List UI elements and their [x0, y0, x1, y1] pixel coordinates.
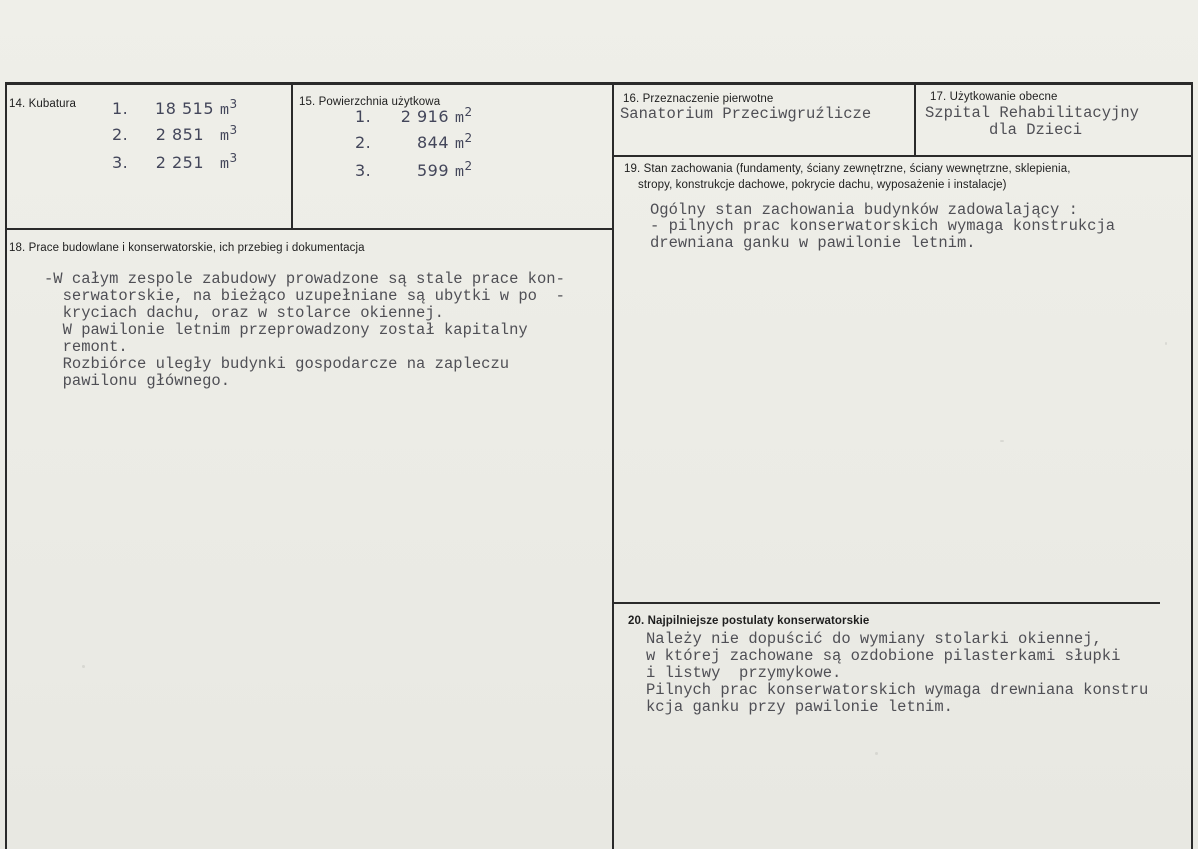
field-18-line: serwatorskie, na bieżąco uzupełniane są ubytki w po -	[44, 287, 565, 305]
field-19-line: drewniana ganku w pawilonie letnim.	[650, 234, 976, 252]
entry-value: 18 515	[155, 99, 214, 118]
field-18-label: 18. Prace budowlane i konserwatorskie, ich przebieg i dokumentacja	[9, 242, 365, 254]
field-18-line: Rozbiórce uległy budynki gospodarcze na zapleczu	[44, 355, 510, 373]
field-14-entry-2	[112, 125, 238, 146]
entry-value: 844	[416, 133, 449, 152]
entry-number: 1.	[112, 99, 129, 118]
paper-speck	[1165, 342, 1167, 345]
field-14-label: 14. Kubatura	[9, 98, 77, 110]
entry-unit: m	[455, 164, 465, 181]
field-19-line: - pilnych prac konserwatorskich wymaga konstrukcja	[650, 217, 1116, 235]
entry-exponent: 2	[464, 105, 473, 119]
field-20-label-text: 20. Najpilniejsze postulaty konserwatorskie	[628, 615, 870, 627]
entry-number: 3.	[112, 153, 129, 172]
field-20-line: Pilnych prac konserwatorskich wymaga drewniana konstru	[646, 681, 1149, 699]
paper-speck	[875, 752, 878, 755]
top-rule	[5, 82, 1192, 85]
entry-exponent: 3	[229, 123, 238, 137]
right-border	[1191, 82, 1193, 849]
entry-unit: m	[220, 156, 230, 173]
field-20-label	[628, 615, 869, 627]
main-vertical-divider	[612, 84, 614, 849]
field-20-line: i listwy przymykowe.	[646, 664, 842, 682]
paper-speck	[82, 665, 85, 668]
field-17-line-2: dla Dzieci	[989, 121, 1083, 139]
entry-value: 2 851	[155, 125, 204, 144]
field-18-line: -W całym zespole zabudowy prowadzone są stale prace kon-	[44, 270, 565, 288]
field-16-value: Sanatorium Przeciwgruźlicze	[620, 105, 872, 123]
entry-value: 599	[416, 161, 449, 180]
entry-unit: m	[455, 136, 465, 153]
field-18-line: remont.	[44, 338, 128, 356]
field-20-line: w której zachowane są ozdobione pilasterkami słupki	[646, 647, 1121, 665]
field-14-entry-3	[112, 153, 238, 174]
field-20-line: Należy nie dopuścić do wymiany stolarki okiennej,	[646, 630, 1102, 648]
entry-number: 3.	[355, 161, 372, 180]
divider-14-15	[291, 84, 293, 230]
field-19-label-line-1: 19. Stan zachowania (fundamenty, ściany zewnętrzne, ściany wewnętrzne, sklepienia,	[624, 163, 1071, 175]
field-16-label: 16. Przeznaczenie pierwotne	[623, 93, 774, 105]
entry-number: 1.	[355, 107, 372, 126]
field-15-label: 15. Powierzchnia użytkowa	[299, 96, 441, 108]
field-15-entry-2	[355, 133, 473, 154]
entry-unit: m	[455, 110, 465, 127]
entry-value: 2 916	[400, 107, 449, 126]
field-15-entry-3	[355, 161, 473, 182]
entry-number: 2.	[355, 133, 372, 152]
field-18-line: kryciach dachu, oraz w stolarce okiennej.	[44, 304, 444, 322]
field-14-entry-1	[112, 99, 238, 120]
rule-under-16-17	[612, 155, 1193, 157]
field-18-line: pawilonu głównego.	[44, 372, 231, 390]
entry-number: 2.	[112, 125, 129, 144]
entry-exponent: 2	[464, 131, 473, 145]
rule-under-14-15	[5, 228, 614, 230]
field-19-label-line-2: stropy, konstrukcje dachowe, pokrycie dachu, wyposażenie i instalacje)	[638, 179, 1007, 191]
field-18-line: W pawilonie letnim przeprowadzony został kapitalny	[44, 321, 528, 339]
entry-exponent: 3	[229, 97, 238, 111]
entry-exponent: 2	[464, 159, 473, 173]
entry-unit: m	[220, 102, 230, 119]
field-15-entry-1	[355, 107, 473, 128]
field-19-line: Ogólny stan zachowania budynków zadowalający :	[650, 201, 1078, 219]
entry-exponent: 3	[229, 151, 238, 165]
field-17-line-1: Szpital Rehabilitacyjny	[925, 104, 1139, 122]
paper-speck	[1000, 440, 1004, 442]
field-20-line: kcja ganku przy pawilonie letnim.	[646, 698, 953, 716]
rule-above-20	[612, 602, 1160, 604]
entry-value: 2 251	[155, 153, 204, 172]
left-border	[5, 82, 7, 849]
entry-unit: m	[220, 128, 230, 145]
divider-16-17	[914, 84, 916, 156]
field-17-label: 17. Użytkowanie obecne	[930, 91, 1058, 103]
